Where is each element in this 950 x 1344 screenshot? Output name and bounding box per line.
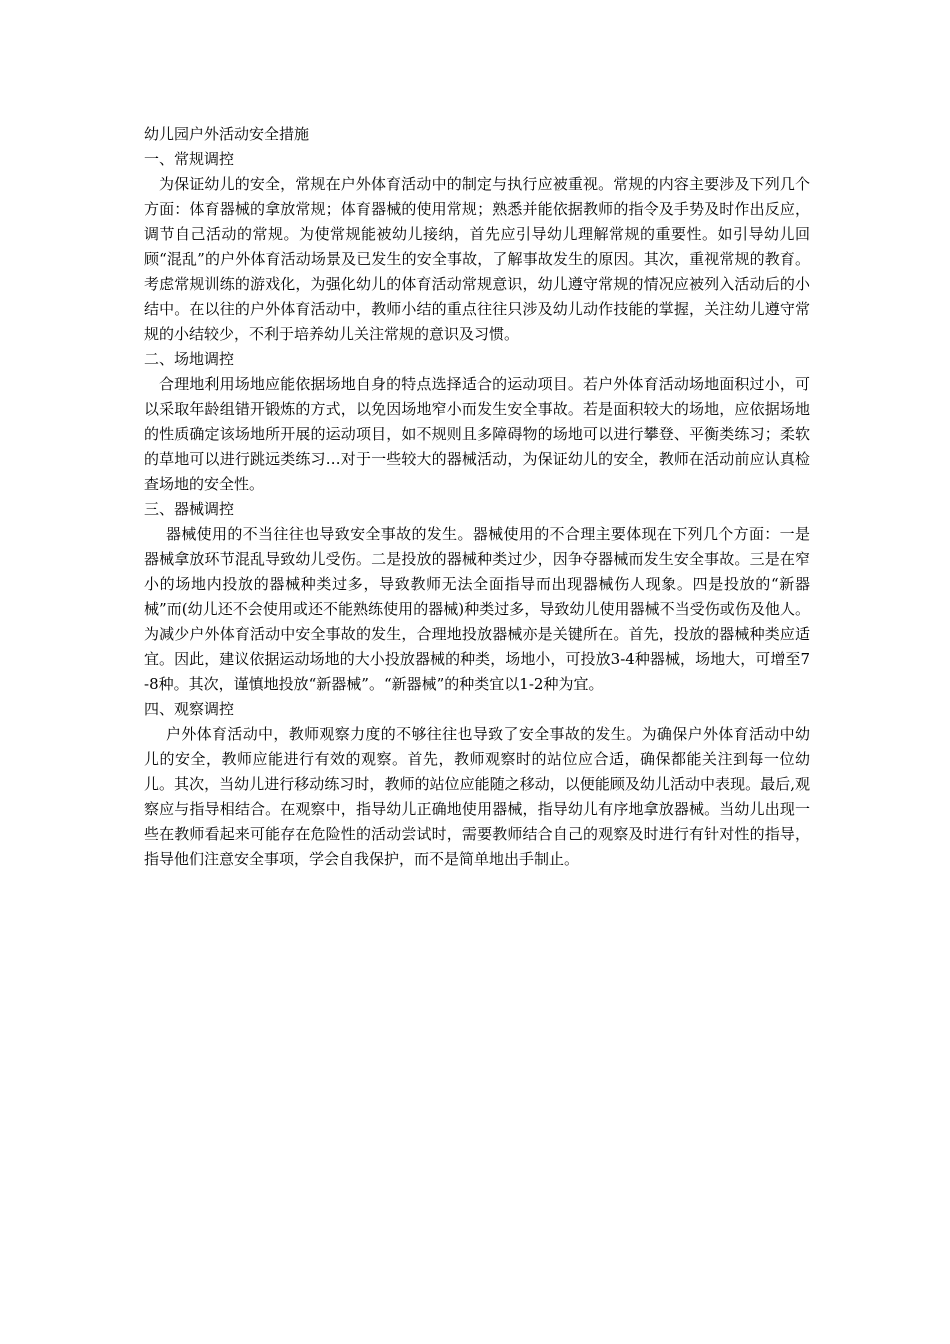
document-title: 幼儿园户外活动安全措施	[144, 125, 310, 143]
section-venue	[144, 347, 810, 497]
section-heading: 一、常规调控	[144, 150, 235, 168]
section-routine	[144, 147, 810, 347]
section-heading: 二、场地调控	[144, 350, 235, 368]
section-heading: 四、观察调控	[144, 700, 235, 718]
document-page	[144, 122, 810, 872]
section-observation	[144, 697, 810, 872]
section-paragraph: 器械使用的不当往往也导致安全事故的发生。器械使用的不合理主要体现在下列几个方面：一是器械拿放环节混乱导致幼儿受伤。二是投放的器械种类过少，因争夺器械而发生安全事故。三是在窄小的场地内投放的器械种类过多，导致教师无法全面指导而出现器械伤人现象。四是投放的“新器械”而(幼儿还不会使用或还不能熟练使用的器械)种类过多，导致幼儿使用器械不当受伤或伤及他人。为减少户外体育活动中安全事故的发生，合理地投放器械亦是关键所在。首先，投放的器械种类应适宜。因此，建议依据运动场地的大小投放器械的种类，场地小，可投放3-4种器械，场地大，可增至7-8种。其次，谨慎地投放“新器械”。“新器械”的种类宜以1-2种为宜。	[144, 525, 810, 693]
section-paragraph: 合理地利用场地应能依据场地自身的特点选择适合的运动项目。若户外体育活动场地面积过小，可以采取年龄组错开锻炼的方式，以免因场地窄小而发生安全事故。若是面积较大的场地，应依据场地的性质确定该场地所开展的运动项目，如不规则且多障碍物的场地可以进行攀登、平衡类练习；柔软的草地可以进行跳远类练习…对于一些较大的器械活动，为保证幼儿的安全，教师在活动前应认真检查场地的安全性。	[144, 375, 810, 493]
section-paragraph: 户外体育活动中，教师观察力度的不够往往也导致了安全事故的发生。为确保户外体育活动中幼儿的安全，教师应能进行有效的观察。首先，教师观察时的站位应合适，确保都能关注到每一位幼儿。其次，当幼儿进行移动练习时，教师的站位应能随之移动，以便能顾及幼儿活动中表现。最后,观察应与指导相结合。在观察中，指导幼儿正确地使用器械，指导幼儿有序地拿放器械。当幼儿出现一些在教师看起来可能存在危险性的活动尝试时，需要教师结合自己的观察及时进行有针对性的指导，指导他们注意安全事项，学会自我保护，而不是简单地出手制止。	[144, 725, 810, 868]
section-heading: 三、器械调控	[144, 500, 235, 518]
section-paragraph: 为保证幼儿的安全，常规在户外体育活动中的制定与执行应被重视。常规的内容主要涉及下列几个方面：体育器械的拿放常规；体育器械的使用常规；熟悉并能依据教师的指令及手势及时作出反应，调节自己活动的常规。为使常规能被幼儿接纳，首先应引导幼儿理解常规的重要性。如引导幼儿回顾“混乱”的户外体育活动场景及已发生的安全事故，了解事故发生的原因。其次，重视常规的教育。考虑常规训练的游戏化，为强化幼儿的体育活动常规意识，幼儿遵守常规的情况应被列入活动后的小结中。在以往的户外体育活动中，教师小结的重点往往只涉及幼儿动作技能的掌握，关注幼儿遵守常规的小结较少，不利于培养幼儿关注常规的意识及习惯。	[144, 175, 810, 343]
section-equipment	[144, 497, 810, 697]
